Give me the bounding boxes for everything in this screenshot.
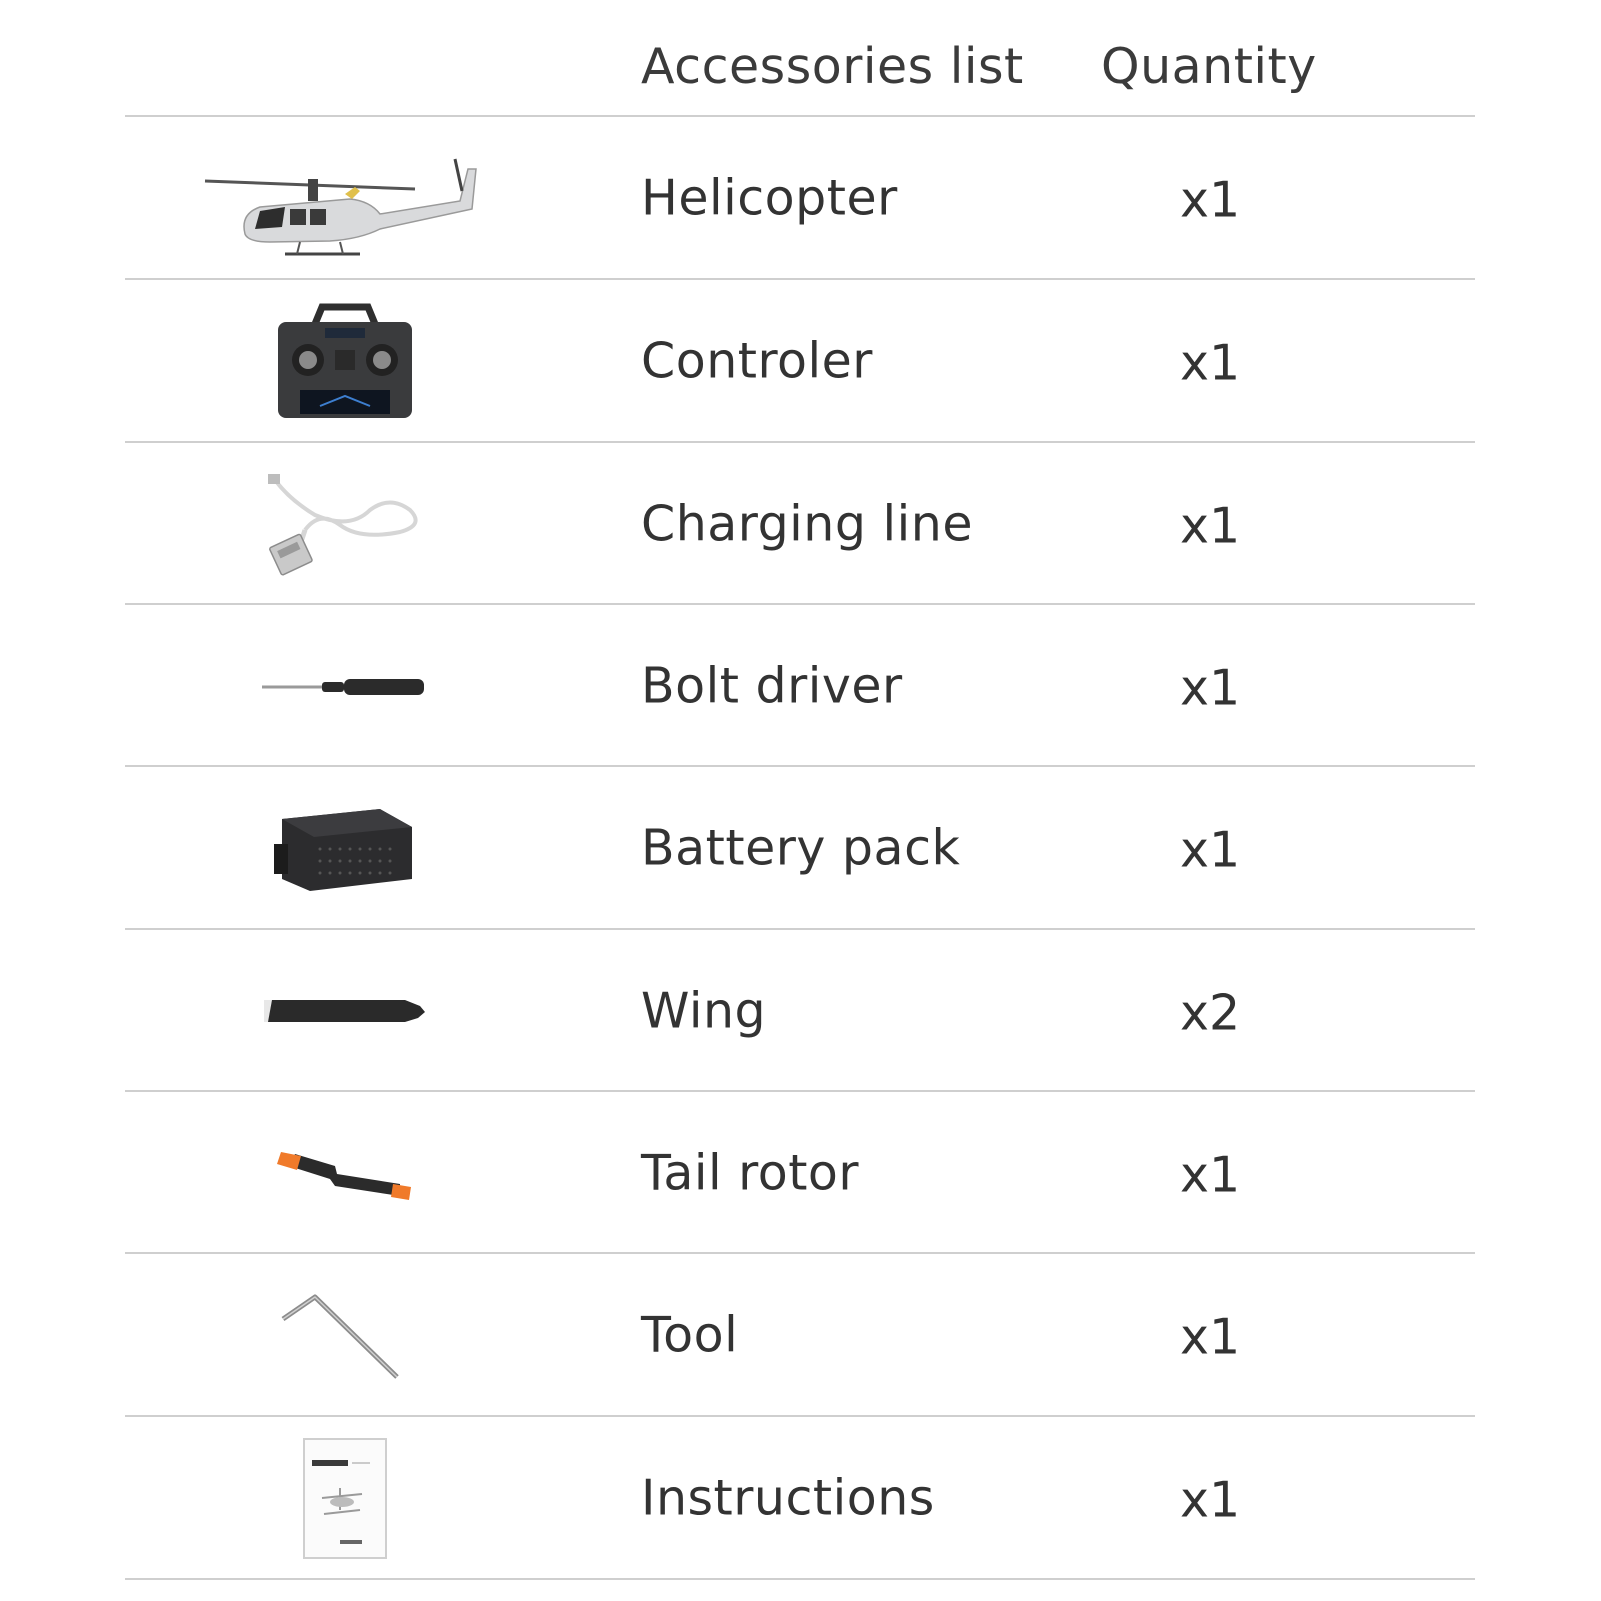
item-quantity: x1 (1180, 1146, 1241, 1204)
item-name: Wing (641, 981, 767, 1039)
item-name: Battery pack (641, 818, 961, 876)
column-header-quantity: Quantity (1101, 38, 1317, 95)
item-quantity: x1 (1180, 171, 1241, 229)
item-quantity: x2 (1180, 984, 1241, 1042)
table-row (125, 280, 1475, 443)
item-name: Helicopter (641, 168, 898, 226)
column-header-accessories: Accessories list (641, 38, 1024, 95)
table-row (125, 117, 1475, 280)
table-row (125, 767, 1475, 930)
item-name: Tail rotor (641, 1143, 860, 1201)
item-name: Tool (641, 1305, 739, 1363)
controller-icon (200, 280, 490, 443)
item-name: Charging line (641, 494, 973, 552)
item-quantity: x1 (1180, 659, 1241, 717)
table-row (125, 443, 1475, 606)
item-name: Bolt driver (641, 656, 903, 714)
item-name: Instructions (641, 1468, 935, 1526)
item-quantity: x1 (1180, 334, 1241, 392)
table-row (125, 1092, 1475, 1255)
usb-cable-icon (200, 443, 490, 606)
item-quantity: x1 (1180, 821, 1241, 879)
tail-rotor-icon (200, 1092, 490, 1255)
item-name: Controler (641, 331, 873, 389)
battery-icon (200, 767, 490, 930)
item-quantity: x1 (1180, 1308, 1241, 1366)
table-row (125, 930, 1475, 1093)
hex-key-icon (200, 1254, 490, 1417)
item-quantity: x1 (1180, 1471, 1241, 1529)
manual-icon (200, 1417, 490, 1580)
table-row (125, 1254, 1475, 1417)
item-quantity: x1 (1180, 497, 1241, 555)
helicopter-icon (200, 117, 490, 280)
divider (125, 1578, 1475, 1580)
rotor-blade-icon (200, 930, 490, 1093)
screwdriver-icon (200, 605, 490, 768)
table-row (125, 1417, 1475, 1580)
table-row (125, 605, 1475, 768)
